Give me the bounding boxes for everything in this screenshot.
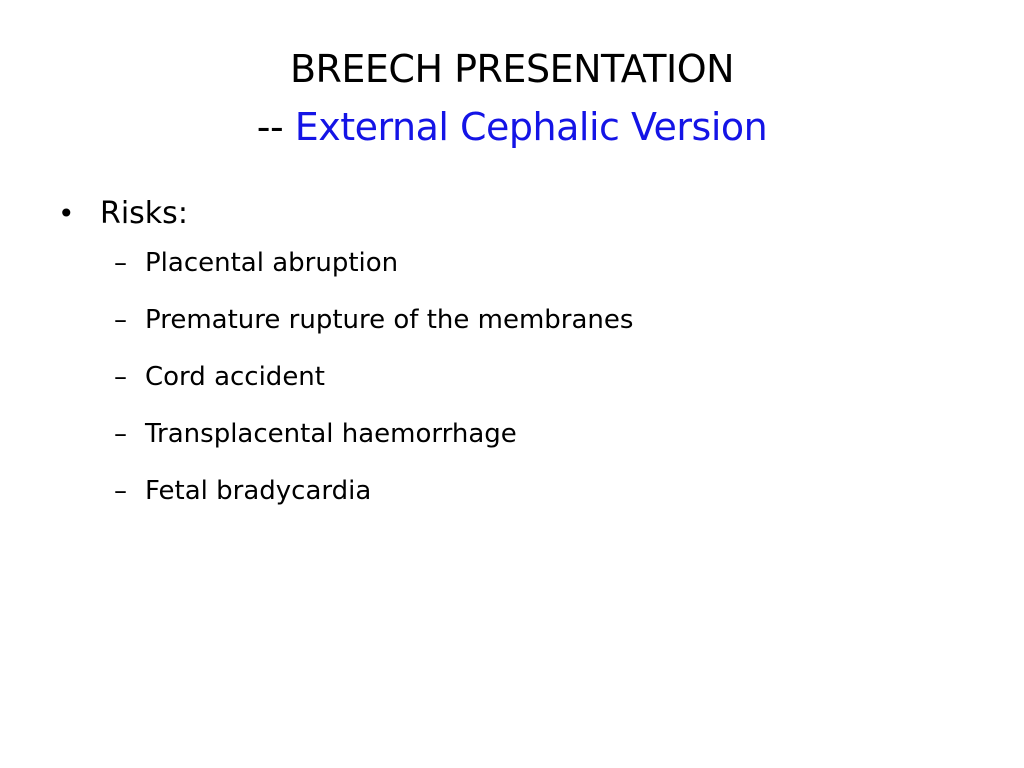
dash-icon: – [114, 476, 127, 506]
bullet-icon: • [58, 197, 75, 230]
list-item [114, 472, 984, 510]
list-item [114, 301, 984, 339]
dash-icon: – [114, 248, 127, 278]
sub-bullet-list [58, 244, 984, 510]
subtitle-prefix: -- [256, 105, 295, 149]
title-subtitle [0, 98, 1024, 156]
slide-title [0, 40, 1024, 156]
title-main: BREECH PRESENTATION [289, 47, 735, 91]
dash-icon: – [114, 419, 127, 449]
subtitle-accent: External Cephalic Version [294, 105, 768, 149]
bullet-label: Risks: [100, 196, 188, 231]
sub-bullet-text: Transplacental haemorrhage [145, 419, 517, 449]
sub-bullet-text: Premature rupture of the membranes [145, 305, 634, 335]
sub-bullet-text: Fetal bradycardia [145, 476, 372, 506]
dash-icon: – [114, 362, 127, 392]
dash-icon: – [114, 305, 127, 335]
sub-bullet-text: Cord accident [145, 362, 325, 392]
list-item [114, 244, 984, 282]
list-item [114, 415, 984, 453]
sub-bullet-text: Placental abruption [145, 248, 399, 278]
list-item [114, 358, 984, 396]
bullet-item-risks [58, 188, 984, 240]
slide-body [58, 188, 984, 529]
